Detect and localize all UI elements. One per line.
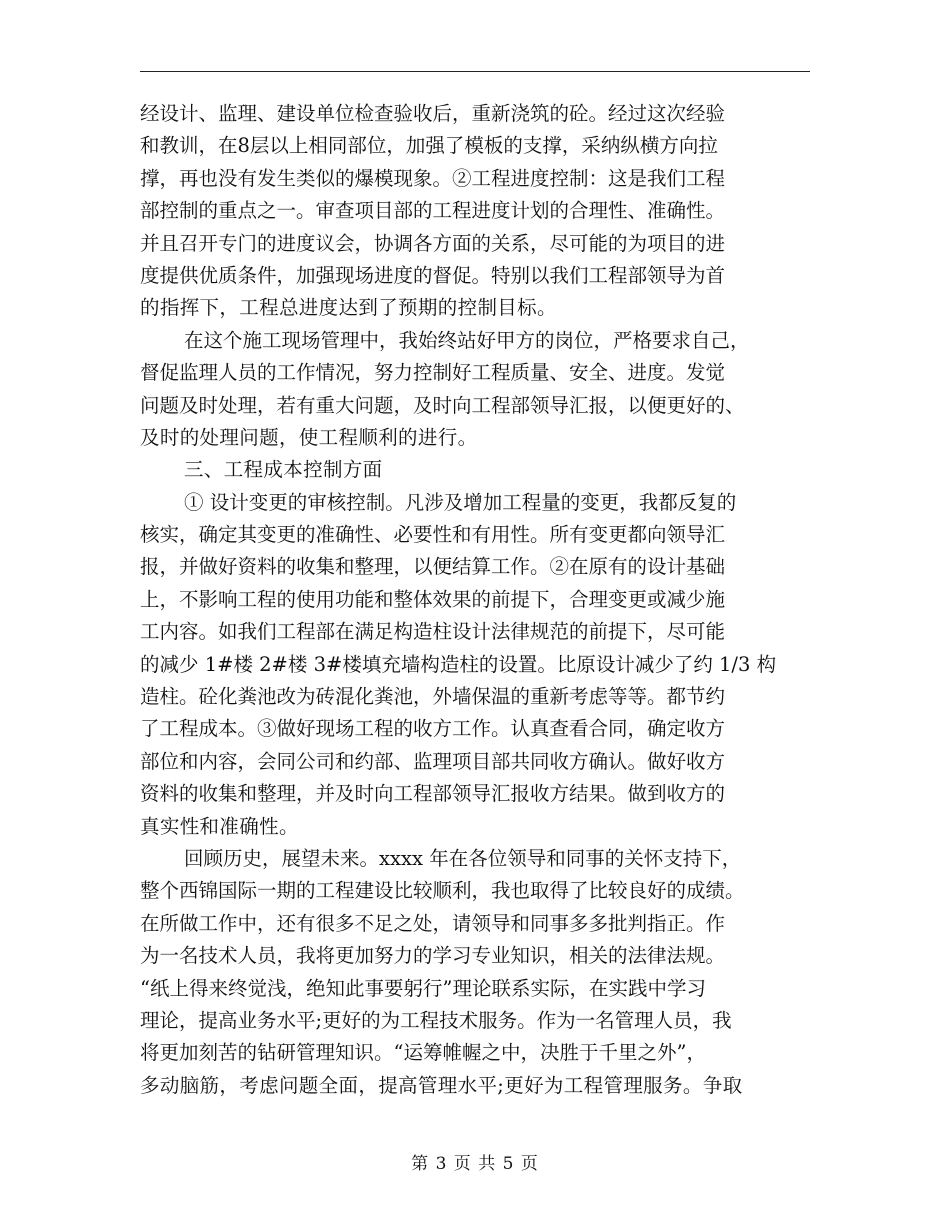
- text-line: 部位和内容，会同公司和约部、监理项目部共同收方确认。做好收方: [140, 749, 726, 773]
- text-line: 并且召开专门的进度议会，协调各方面的关系，尽可能的为项目的进: [140, 231, 726, 255]
- text-line: 整个西锦国际一期的工程建设比较顺利，我也取得了比较良好的成绩。: [140, 879, 745, 903]
- page-number-footer: 第 3 页 共 5 页: [411, 1154, 539, 1174]
- text-line: 问题及时处理，若有重大问题，及时向工程部领导汇报，以便更好的、: [140, 393, 745, 417]
- text-line: 三、工程成本控制方面: [184, 458, 383, 482]
- text-line: 造柱。砼化粪池改为砖混化粪池，外墙保温的重新考虑等等。都节约: [140, 685, 726, 709]
- text-line: 真实性和准确性。: [140, 814, 299, 838]
- document-body: [140, 98, 810, 1102]
- text-line: 报，并做好资料的收集和整理，以便结算工作。②在原有的设计基础: [140, 555, 726, 579]
- text-line: 核实，确定其变更的准确性、必要性和有用性。所有变更都向领导汇: [140, 523, 726, 547]
- text-line: “纸上得来终觉浅，绝知此事要躬行”理论联系实际，在实践中学习: [140, 976, 706, 1000]
- text-line: 理论，提高业务水平;更好的为工程技术服务。作为一名管理人员，我: [140, 1008, 732, 1032]
- text-line: 在这个施工现场管理中，我始终站好甲方的岗位，严格要求自己，: [184, 328, 750, 352]
- text-line: ① 设计变更的审核控制。凡涉及增加工程量的变更，我都反复的: [184, 490, 737, 514]
- text-line: 回顾历史，展望未来。xxxx 年在各位领导和同事的关怀支持下，: [184, 846, 742, 870]
- text-line: 上，不影响工程的使用功能和整体效果的前提下，合理变更或减少施: [140, 587, 726, 611]
- text-line: 及时的处理问题，使工程顺利的进行。: [140, 425, 478, 449]
- text-line: 和教训，在8层以上相同部位，加强了模板的支撑，采纳纵横方向拉: [140, 134, 718, 158]
- text-line: 督促监理人员的工作情况，努力控制好工程质量、安全、进度。发觉: [140, 361, 726, 385]
- text-line: 将更加刻苦的钻研管理知识。“运筹帷幄之中，决胜于千里之外”，: [140, 1041, 706, 1065]
- text-line: 在所做工作中，还有很多不足之处，请领导和同事多多批判指正。作: [140, 911, 726, 935]
- header-rule: [140, 71, 810, 72]
- text-line: 工内容。如我们工程部在满足构造柱设计法律规范的前提下，尽可能: [140, 620, 726, 644]
- text-line: 的减少 1#楼 2#楼 3#楼填充墙构造柱的设置。比原设计减少了约 1/3 构: [140, 652, 777, 676]
- text-line: 经设计、监理、建设单位检查验收后，重新浇筑的砼。经过这次经验: [140, 102, 726, 125]
- text-line: 多动脑筋，考虑问题全面，提高管理水平;更好为工程管理服务。争取: [140, 1073, 743, 1097]
- text-line: 的指挥下，工程总进度达到了预期的控制目标。: [140, 296, 557, 320]
- text-line: 撑，再也没有发生类似的爆模现象。②工程进度控制：这是我们工程: [140, 166, 726, 190]
- text-line: 为一名技术人员，我将更加努力的学习专业知识，相关的法律法规。: [140, 944, 726, 968]
- text-line: 度提供优质条件，加强现场进度的督促。特别以我们工程部领导为首: [140, 263, 726, 287]
- text-line: 部控制的重点之一。审查项目部的工程进度计划的合理性、准确性。: [140, 199, 726, 223]
- text-line: 了工程成本。③做好现场工程的收方工作。认真查看合同，确定收方: [140, 717, 726, 741]
- text-line: 资料的收集和整理，并及时向工程部领导汇报收方结果。做到收方的: [140, 782, 726, 806]
